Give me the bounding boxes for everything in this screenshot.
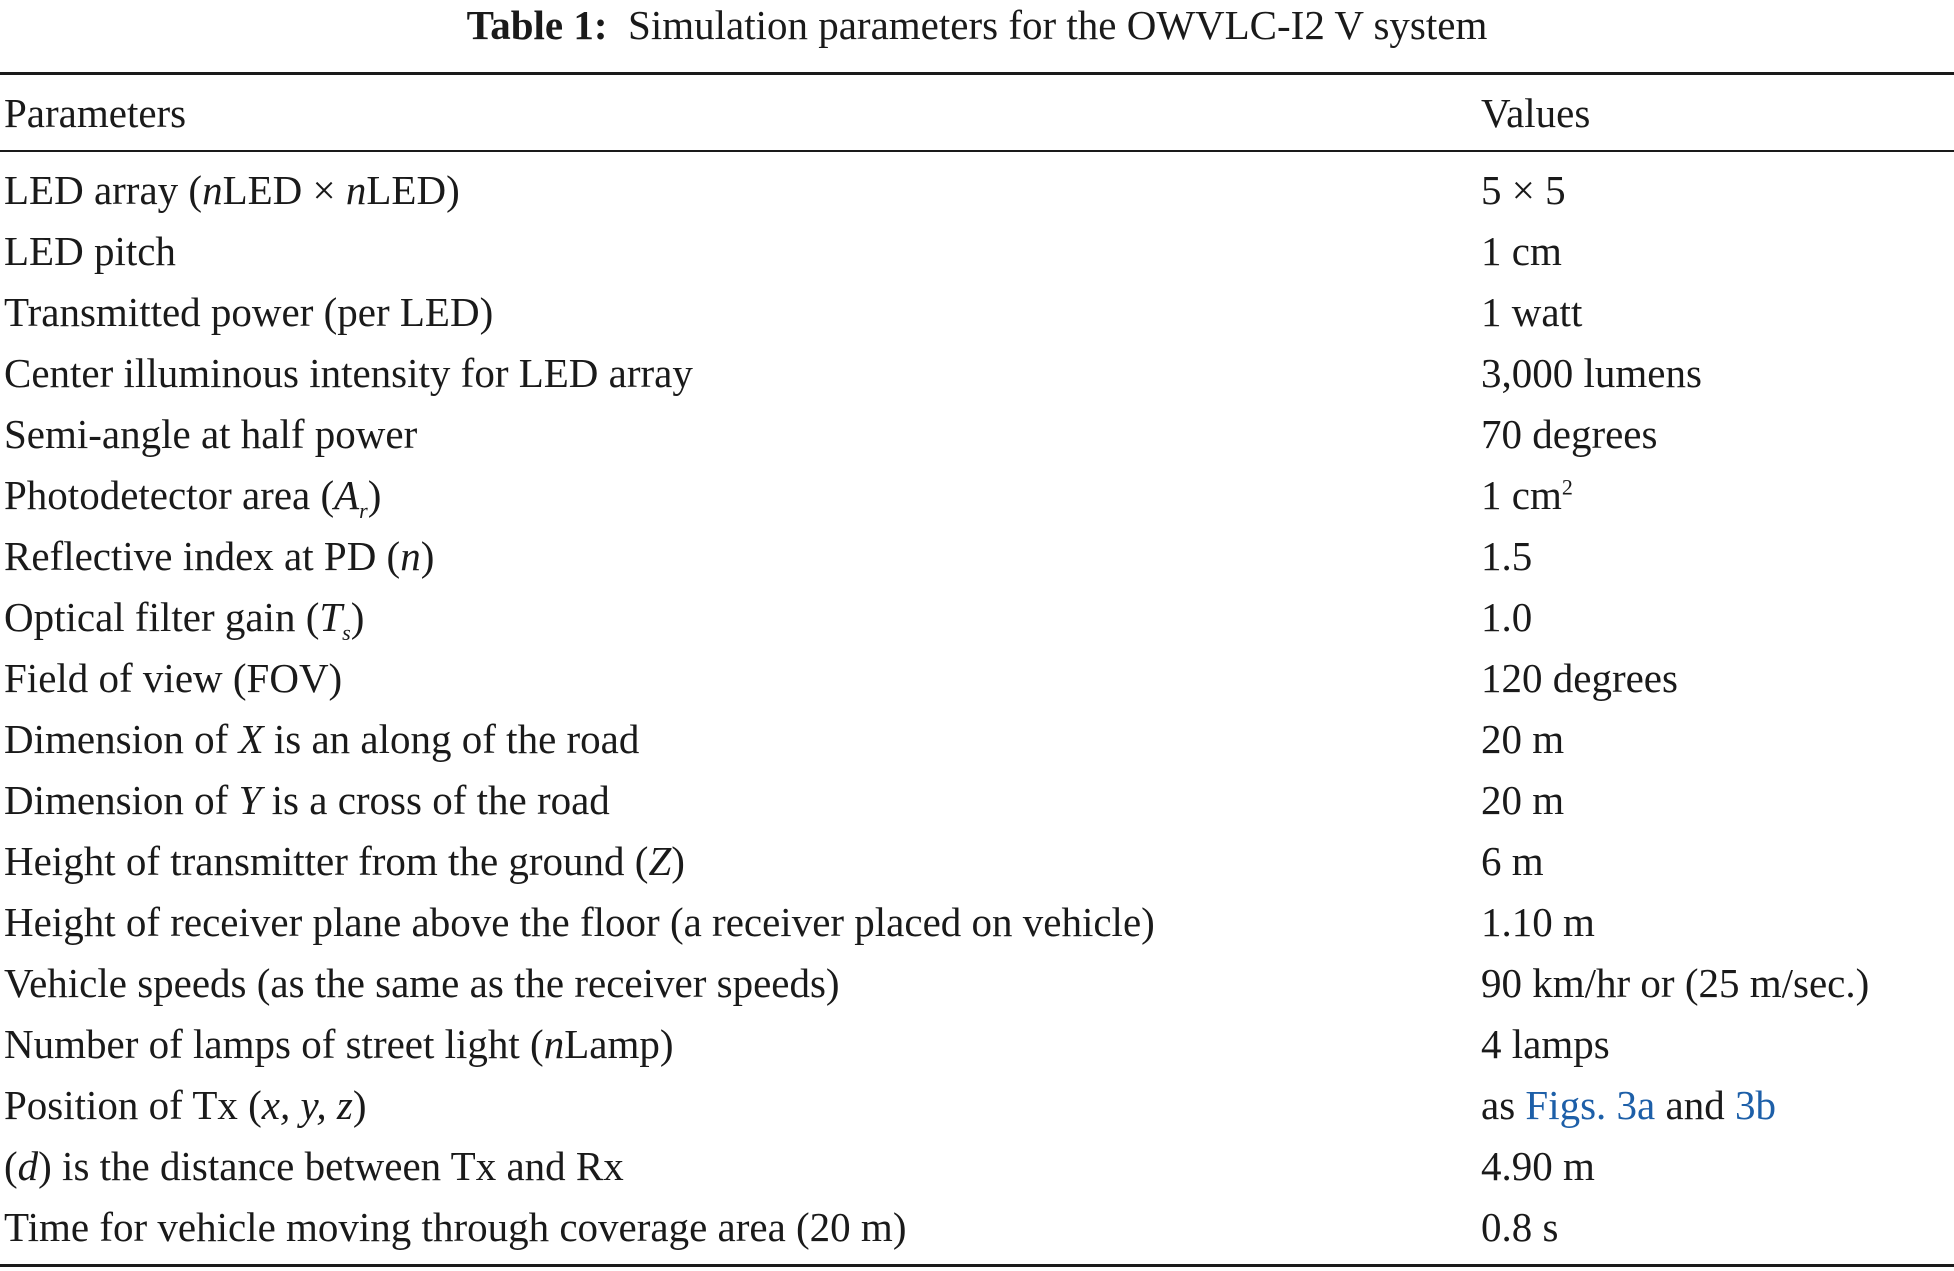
table-row: [0, 404, 1954, 465]
table-row: [0, 709, 1954, 770]
table-row: [0, 892, 1954, 953]
parameter-cell: Semi-angle at half power: [4, 411, 418, 457]
value-cell: 1 $cm^2$: [1481, 472, 1573, 518]
value-cell: 1.0: [1481, 594, 1533, 640]
parameter-cell: Photodetector area $(A_r)$: [4, 472, 382, 524]
table-row: [0, 465, 1954, 526]
parameter-cell: Time for vehicle moving through coverage area (20 m): [4, 1204, 907, 1250]
bottom-rule: [0, 1264, 1954, 1267]
value-cell: 5 × 5: [1481, 167, 1566, 213]
figure-link-3a[interactable]: Figs. 3a: [1525, 1082, 1656, 1128]
parameter-cell: Vehicle speeds (as the same as the receiver speeds): [4, 960, 840, 1006]
table-row: [0, 1014, 1954, 1075]
table-row: [0, 1075, 1954, 1136]
table-row: [0, 1136, 1954, 1197]
caption-label: Table 1:: [466, 2, 608, 48]
parameter-cell: Height of transmitter from the ground (Z): [4, 838, 685, 884]
parameter-cell: Optical filter gain $(T_s)$: [4, 594, 365, 646]
top-rule: [0, 72, 1954, 75]
value-cell: 1 cm: [1481, 228, 1562, 274]
figure-link-3b[interactable]: 3b: [1734, 1082, 1776, 1128]
parameter-cell: Center illuminous intensity for LED array: [4, 350, 693, 396]
table-row: [0, 953, 1954, 1014]
value-cell: 1 watt: [1481, 289, 1583, 335]
value-cell: 3,000 lumens: [1481, 350, 1702, 396]
parameter-cell: Dimension of Y is a cross of the road: [4, 777, 610, 823]
parameter-cell: Dimension of X is an along of the road: [4, 716, 640, 762]
table-row: [0, 282, 1954, 343]
table-row: [0, 587, 1954, 648]
table-header-row: [0, 83, 1954, 144]
parameter-cell: Reflective index at PD (n): [4, 533, 435, 579]
value-cell: 120 degrees: [1481, 655, 1678, 701]
parameter-cell: Transmitted power (per LED): [4, 289, 494, 335]
caption-title: Simulation parameters for the OWVLC-I2 V system: [628, 2, 1488, 48]
parameter-cell: Field of view (FOV): [4, 655, 343, 701]
table-row: [0, 526, 1954, 587]
value-cell: 4.90 m: [1481, 1143, 1595, 1189]
table-row: [0, 770, 1954, 831]
column-header-parameters: Parameters: [4, 90, 187, 136]
value-cell: 0.8 s: [1481, 1204, 1559, 1250]
table-row: [0, 221, 1954, 282]
table-caption: [0, 0, 1954, 50]
value-cell: 1.10 m: [1481, 899, 1595, 945]
column-header-values: Values: [1481, 90, 1591, 136]
parameter-cell: LED pitch: [4, 228, 176, 274]
value-cell: 6 m: [1481, 838, 1544, 884]
value-cell: 20 m: [1481, 777, 1565, 823]
value-cell: 70 degrees: [1481, 411, 1658, 457]
parameter-cell: Position of Tx (x, y, z): [4, 1082, 367, 1128]
table-row: [0, 160, 1954, 221]
table-row: [0, 648, 1954, 709]
value-cell: 90 km/hr or (25 m/sec.): [1481, 960, 1870, 1006]
parameter-cell: LED array (nLED × nLED): [4, 167, 460, 213]
parameter-cell: Number of lamps of street light (nLamp): [4, 1021, 674, 1067]
value-cell: 20 m: [1481, 716, 1565, 762]
value-cell: as Figs. 3a and 3b: [1481, 1082, 1776, 1128]
table-row: [0, 343, 1954, 404]
value-cell: 1.5: [1481, 533, 1533, 579]
value-cell: 4 lamps: [1481, 1021, 1610, 1067]
parameter-cell: (d) is the distance between Tx and Rx: [4, 1143, 624, 1189]
table-row: [0, 1197, 1954, 1258]
table-row: [0, 831, 1954, 892]
header-rule: [0, 150, 1954, 152]
parameter-cell: Height of receiver plane above the floor (a receiver placed on vehicle): [4, 899, 1155, 945]
